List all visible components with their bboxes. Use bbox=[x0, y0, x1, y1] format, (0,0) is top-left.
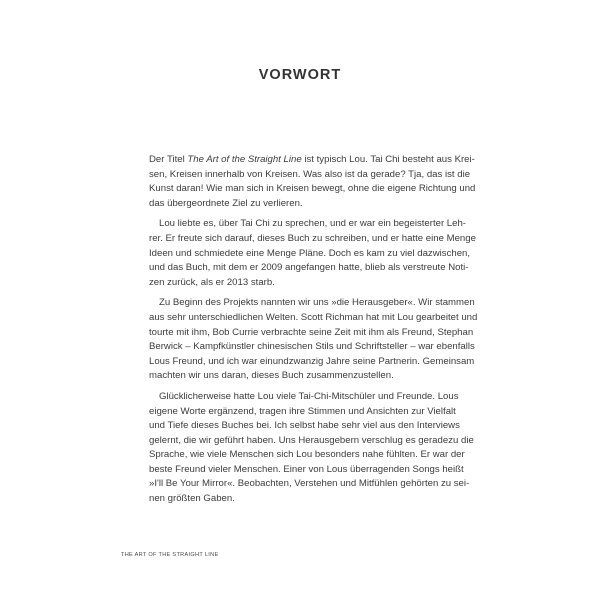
text-line: und Tiefe dieses Buches bei. Ich selbst habe sehr viel aus den Interviews bbox=[149, 420, 460, 432]
text-line: machten wir uns daran, dieses Buch zusammenzustellen. bbox=[149, 370, 394, 382]
text-line: Ideen und schmiedete eine Menge Pläne. Doch es kam zu viel dazwischen, bbox=[149, 247, 471, 259]
running-footer: THE ART OF THE STRAIGHT LINE bbox=[121, 552, 219, 558]
text-line: Zu Beginn des Projekts nannten wir uns »die Herausgeber«. Wir stammen bbox=[159, 297, 475, 309]
text-line: das übergeordnete Ziel zu verlieren. bbox=[149, 197, 303, 209]
text-line: »I'll Be Your Mirror«. Beobachten, Verstehen und Mitfühlen gehörten zu sei- bbox=[149, 478, 470, 490]
paragraph-1 bbox=[149, 153, 476, 211]
text-line: Lous Freund, und ich war einundzwanzig Jahre seine Partnerin. Gemeinsam bbox=[149, 355, 475, 367]
text-line: nen größten Gaben. bbox=[149, 493, 235, 505]
text-line: tourte mit ihm, Bob Currie verbrachte seine Zeit mit ihm als Freund, Stephan bbox=[149, 326, 474, 338]
text-line: Glücklicherweise hatte Lou viele Tai-Chi-Mitschüler und Freunde. Lous bbox=[159, 390, 459, 402]
text-line: Lou liebte es, über Tai Chi zu sprechen, und er war ein begeisterter Leh- bbox=[159, 218, 467, 230]
text-line: Sprache, wie viele Menschen sich Lou besonders nahe fühlten. Er war der bbox=[149, 449, 465, 461]
text-line: und das Buch, mit dem er 2009 angefangen hatte, blieb als verstreute Noti- bbox=[149, 262, 469, 274]
text-line: beste Freund vieler Menschen. Einer von Lous überragenden Songs heißt bbox=[149, 463, 464, 475]
text-line: rer. Er freute sich darauf, dieses Buch zu schreiben, und er hatte eine Menge bbox=[149, 232, 476, 244]
text-line: Berwick – Kampfkünstler chinesischen Stils und Schriftsteller – war ebenfalls bbox=[149, 341, 475, 353]
paragraph-2 bbox=[149, 217, 476, 290]
text-line: zen zurück, als er 2013 starb. bbox=[149, 276, 275, 288]
text-line: sen, Kreisen innerhalb von Kreisen. Was also ist da gerade? Tja, das ist die bbox=[149, 168, 471, 180]
foreword-body bbox=[149, 153, 478, 513]
book-title-italic: The Art of the Straight Line bbox=[187, 154, 302, 165]
paragraph-4 bbox=[149, 390, 474, 507]
paragraph-3 bbox=[149, 296, 478, 384]
text-line: aus sehr unterschiedlichen Welten. Scott Richman hat mit Lou gearbeitet und bbox=[149, 311, 478, 323]
text-line: Kunst daran! Wie man sich in Kreisen bewegt, ohne die eigene Richtung und bbox=[149, 183, 476, 195]
text-line: Der Titel The Art of the Straight Line ist typisch Lou. Tai Chi besteht aus Krei- bbox=[149, 154, 475, 165]
page-title: VORWORT bbox=[258, 66, 342, 83]
text-line: eigene Worte ergänzend, tragen ihre Stimmen und Ansichten zur Vielfalt bbox=[149, 405, 456, 417]
text-line: gelernt, die wir geführt haben. Uns Herausgebern verschlug es geradezu die bbox=[149, 434, 474, 446]
